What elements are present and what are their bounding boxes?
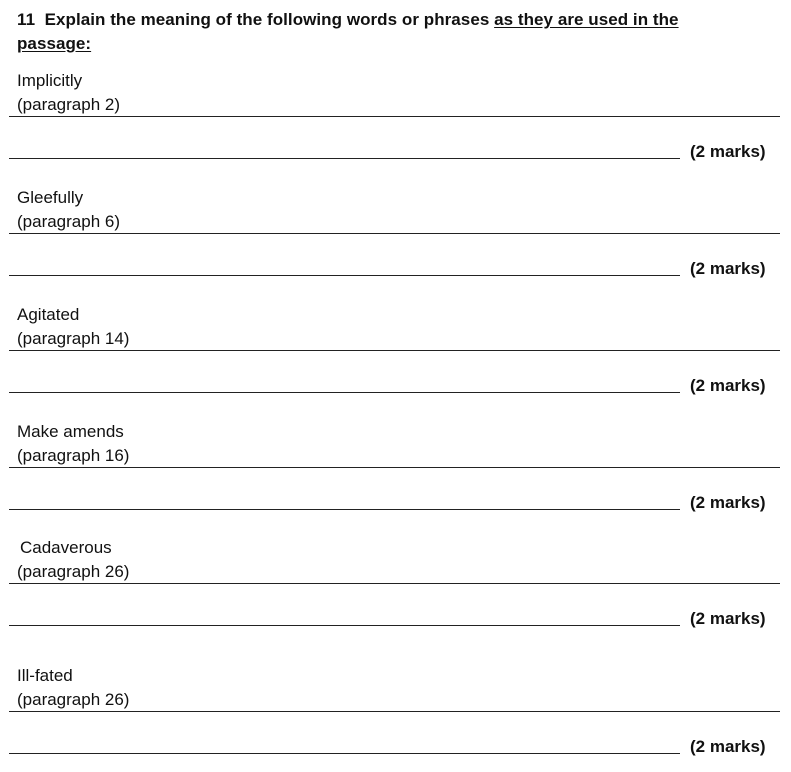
answer-line[interactable] [9, 158, 680, 159]
marks-label: (2 marks) [690, 493, 766, 512]
question-instruction: Explain the meaning of the following words or phrases [44, 10, 490, 29]
answer-line[interactable] [9, 392, 680, 393]
answer-line[interactable] [9, 753, 680, 754]
question-heading [17, 8, 757, 56]
vocab-term: Implicitly [17, 71, 83, 90]
answer-line[interactable] [9, 116, 780, 117]
marks-label: (2 marks) [690, 609, 766, 628]
vocab-term: Ill-fated [17, 666, 73, 685]
vocab-term: Make amends [17, 422, 124, 441]
question-number: 11 [17, 10, 36, 29]
answer-line[interactable] [9, 583, 780, 584]
marks-label: (2 marks) [690, 259, 766, 278]
answer-line[interactable] [9, 233, 780, 234]
vocab-item [0, 664, 791, 764]
vocab-item [0, 420, 791, 520]
marks-label: (2 marks) [690, 737, 766, 756]
vocab-item [0, 303, 791, 403]
answer-line[interactable] [9, 275, 680, 276]
marks-label: (2 marks) [690, 376, 766, 395]
marks-label: (2 marks) [690, 142, 766, 161]
answer-line[interactable] [9, 350, 780, 351]
paragraph-reference: (paragraph 6) [17, 212, 121, 231]
vocab-item [0, 186, 791, 286]
vocab-item [0, 69, 791, 169]
answer-line[interactable] [9, 467, 780, 468]
vocab-item [0, 536, 791, 636]
answer-line[interactable] [9, 625, 680, 626]
paragraph-reference: (paragraph 14) [17, 329, 130, 348]
answer-line[interactable] [9, 509, 680, 510]
paragraph-reference: (paragraph 26) [17, 690, 130, 709]
paragraph-reference: (paragraph 2) [17, 95, 121, 114]
answer-line[interactable] [9, 711, 780, 712]
paragraph-reference: (paragraph 16) [17, 446, 130, 465]
vocab-term: Gleefully [17, 188, 84, 207]
vocab-term: Agitated [17, 305, 80, 324]
paragraph-reference: (paragraph 26) [17, 562, 130, 581]
question-instruction-underlined: as they are used in the passage: [17, 10, 679, 53]
vocab-term: Cadaverous [20, 538, 112, 557]
